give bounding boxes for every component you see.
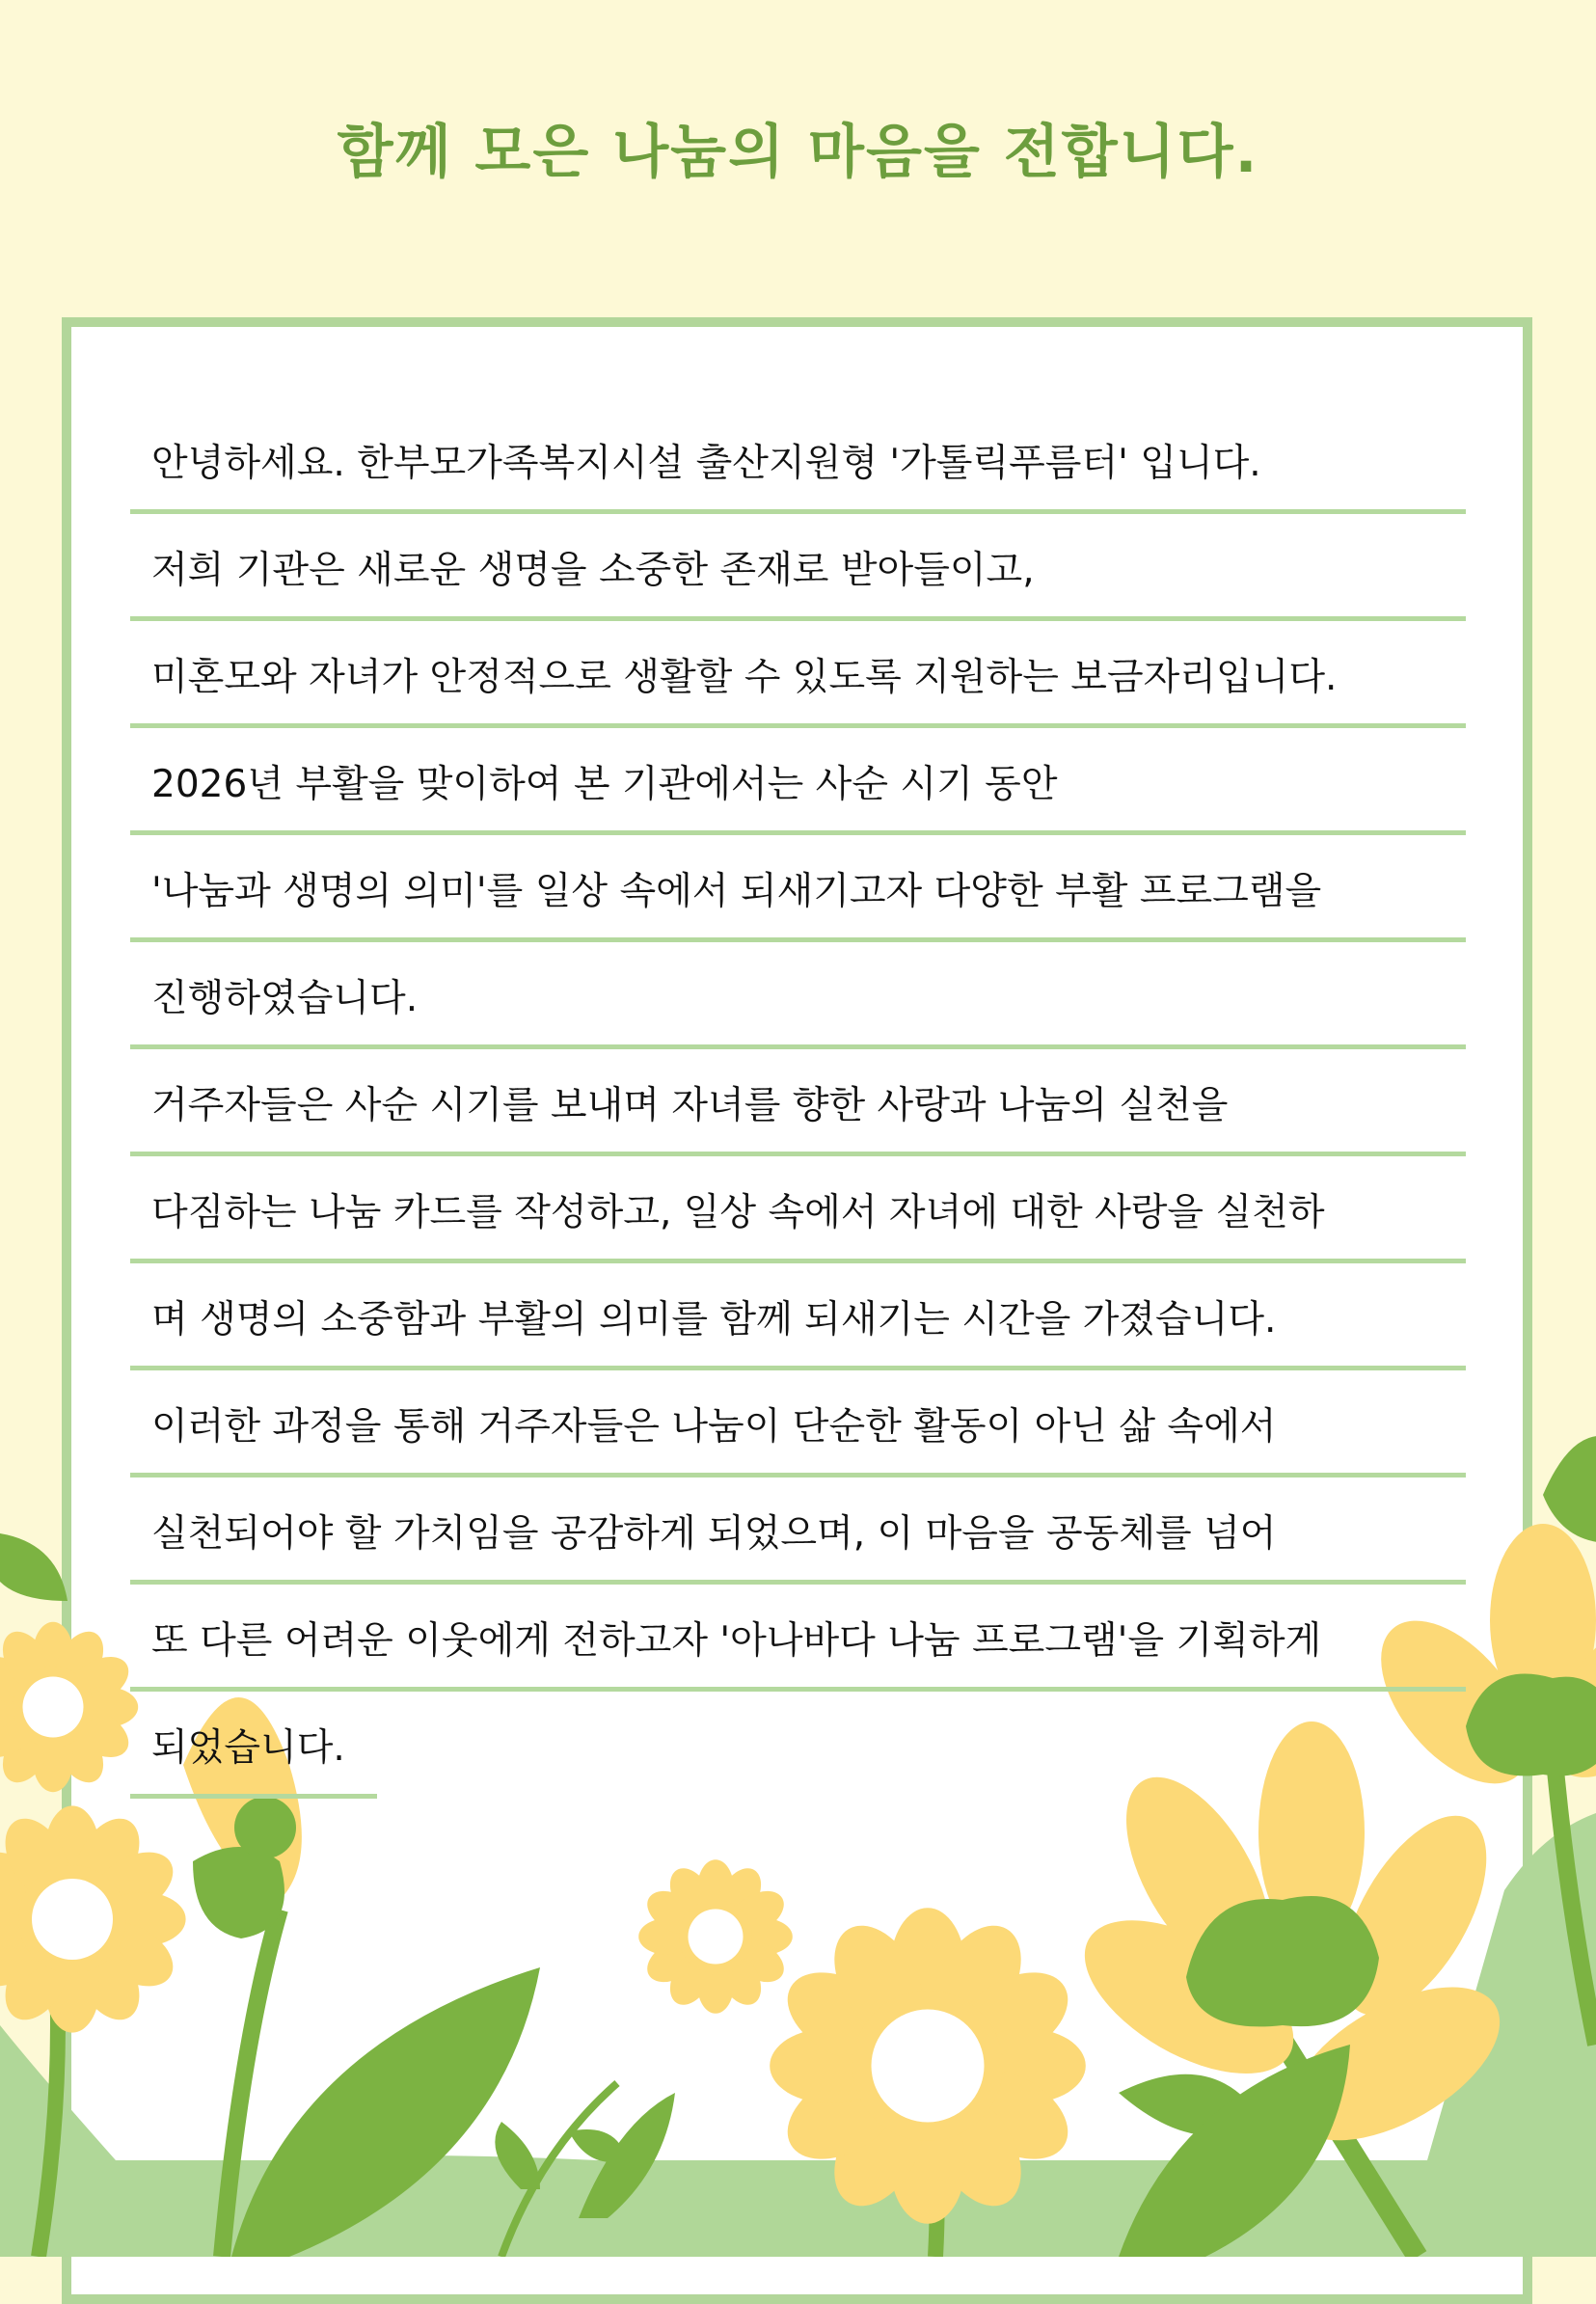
- letter-line: 거주자들은 사순 시기를 보내며 자녀를 향한 사랑과 나눔의 실천을: [151, 1084, 1229, 1127]
- letter-line: 되었습니다.: [151, 1726, 345, 1770]
- letter-line: 다짐하는 나눔 카드를 작성하고, 일상 속에서 자녀에 대한 사랑을 실천하: [151, 1191, 1325, 1234]
- letter-line: 실천되어야 할 가치임을 공감하게 되었으며, 이 마음을 공동체를 넘어: [151, 1512, 1277, 1556]
- letter-line: 진행하였습니다.: [151, 977, 419, 1020]
- flower-icon: [1353, 1524, 1596, 1810]
- flower-icon: [638, 1859, 793, 2014]
- flower-icon: [183, 1697, 302, 1938]
- letter-line: 미혼모와 자녀가 안정적으로 생활할 수 있도록 지원하는 보금자리입니다.: [151, 656, 1338, 699]
- letter-line: 또 다른 어려운 이웃에게 전하고자 '아나바다 나눔 프로그램'을 기획하게: [151, 1619, 1322, 1663]
- letter-line: 안녕하세요. 한부모가족복지시설 출산지원형 '가톨릭푸름터' 입니다.: [151, 442, 1261, 485]
- letter-line: 2026년 부활을 맞이하여 본 기관에서는 사순 시기 동안: [151, 763, 1058, 806]
- flower-icon: [0, 1622, 138, 1792]
- letter-line: 저희 기관은 새로운 생명을 소중한 존재로 받아들이고,: [151, 549, 1035, 592]
- flower-icon: [0, 1805, 186, 2032]
- page-title: 함께 모은 나눔의 마음을 전합니다.: [337, 119, 1259, 186]
- letter-line: 며 생명의 소중함과 부활의 의미를 함께 되새기는 시간을 가졌습니다.: [151, 1298, 1277, 1342]
- letter-line: 이러한 과정을 통해 거주자들은 나눔이 단순한 활동이 아닌 삶 속에서: [151, 1405, 1277, 1449]
- letter-line: '나눔과 생명의 의미'를 일상 속에서 되새기고자 다양한 부활 프로그램을: [151, 870, 1322, 913]
